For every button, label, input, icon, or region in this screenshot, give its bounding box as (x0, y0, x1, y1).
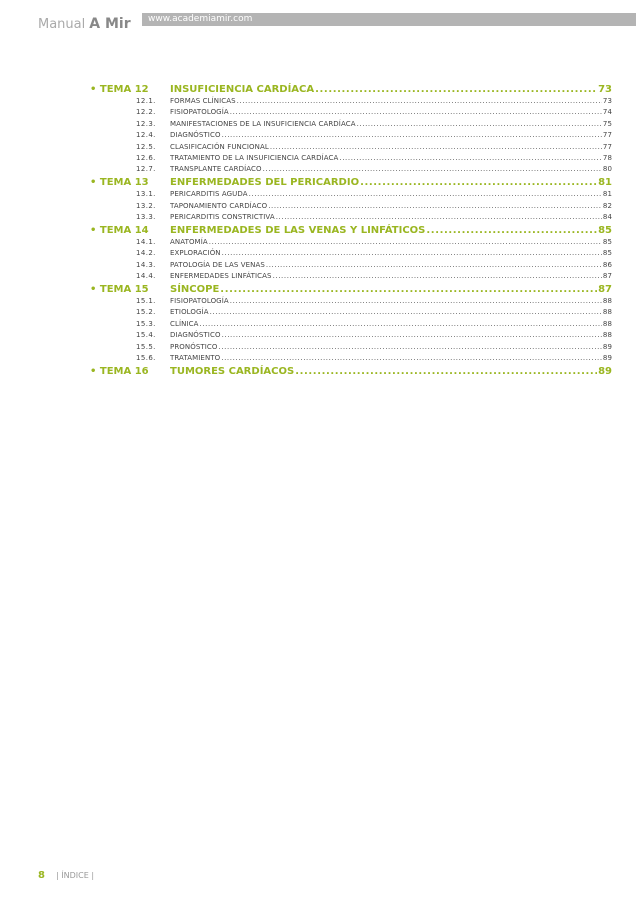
toc-item-page: 87 (602, 272, 612, 281)
toc-item-page: 89 (602, 342, 612, 351)
toc-item-number: 15.5. (136, 342, 156, 351)
toc-tema-page: 73 (598, 84, 612, 95)
url-bar (142, 13, 636, 26)
toc-item-row (90, 96, 612, 107)
toc-item-title: EXPLORACIÓN (170, 249, 221, 258)
toc-item-title: ETIOLOGÍA (170, 308, 209, 317)
toc-item-entry[interactable] (170, 96, 612, 107)
toc-leader-dots (200, 319, 602, 330)
toc-item-number: 15.4. (136, 331, 156, 340)
toc-item-title: ANATOMÍA (170, 237, 208, 246)
toc-item-page: 85 (602, 249, 612, 258)
toc-item-page: 88 (602, 308, 612, 317)
toc-item-number: 12.6. (136, 153, 156, 162)
toc-item-entry[interactable] (170, 237, 612, 248)
toc-item-row (90, 342, 612, 353)
toc-item-row (90, 248, 612, 259)
toc-item-page: 88 (602, 319, 612, 328)
toc-item-number: 12.5. (136, 142, 156, 151)
toc-item-page: 78 (602, 153, 612, 162)
toc-item-row (90, 164, 612, 175)
toc-item-row (90, 260, 612, 271)
toc-item-number: 12.2. (136, 108, 156, 117)
page-number: 8 (38, 870, 45, 881)
toc-leader-dots (263, 164, 602, 175)
toc-item-row (90, 201, 612, 212)
toc-item-row (90, 237, 612, 248)
toc-item-row (90, 212, 612, 223)
toc-item-row (90, 353, 612, 364)
toc-item-title: ENFERMEDADES LINFÁTICAS (170, 272, 272, 281)
toc-item-entry[interactable] (170, 271, 612, 282)
toc-tema-title: ENFERMEDADES DE LAS VENAS Y LINFÁTICOS (170, 224, 426, 236)
toc-item-row (90, 189, 612, 200)
toc-leader-dots (230, 296, 602, 307)
toc-tema-entry[interactable] (170, 83, 612, 96)
toc-item-entry[interactable] (170, 260, 612, 271)
toc-item-row (90, 330, 612, 341)
toc-item-entry[interactable] (170, 212, 612, 223)
toc-leader-dots (360, 176, 597, 189)
toc-item-page: 77 (602, 142, 612, 151)
toc-item-entry[interactable] (170, 130, 612, 141)
page-footer (38, 863, 94, 882)
toc-leader-dots (295, 365, 597, 378)
toc-leader-dots (270, 142, 602, 153)
toc-leader-dots (273, 271, 602, 282)
toc-tema-entry[interactable] (170, 365, 612, 378)
toc-item-row (90, 319, 612, 330)
toc-leader-dots (219, 342, 602, 353)
toc-item-title: TRANSPLANTE CARDÍACO (170, 165, 262, 174)
toc-item-entry[interactable] (170, 107, 612, 118)
brand-logo (38, 13, 131, 32)
toc-tema-page: 87 (598, 283, 612, 295)
toc-item-title: PERICARDITIS AGUDA (170, 190, 248, 199)
table-of-contents (90, 83, 612, 378)
toc-item-page: 88 (602, 296, 612, 305)
toc-tema-entry[interactable] (170, 176, 612, 189)
toc-tema-page: 89 (598, 365, 612, 377)
toc-item-number: 12.1. (136, 97, 156, 105)
toc-item-entry[interactable] (170, 296, 612, 307)
toc-tema-label: • TEMA 13 (90, 177, 149, 189)
toc-leader-dots (230, 107, 602, 118)
toc-item-page: 80 (602, 165, 612, 174)
toc-item-number: 13.2. (136, 201, 156, 210)
toc-item-entry[interactable] (170, 201, 612, 212)
toc-item-page: 74 (602, 108, 612, 117)
section-label: | ÍNDICE | (56, 871, 95, 880)
toc-item-number: 12.3. (136, 119, 156, 128)
toc-item-page: 77 (602, 131, 612, 140)
toc-item-title: FISIOPATOLOGÍA (170, 108, 229, 117)
toc-item-row (90, 153, 612, 164)
toc-item-title: PATOLOGÍA DE LAS VENAS (170, 260, 265, 269)
toc-item-number: 12.4. (136, 131, 156, 140)
toc-item-row (90, 307, 612, 318)
toc-leader-dots (220, 283, 597, 296)
toc-leader-dots (222, 330, 602, 341)
toc-tema-title: ENFERMEDADES DEL PERICARDIO (170, 177, 360, 189)
toc-item-title: PERICARDITIS CONSTRICTIVA (170, 213, 275, 222)
toc-tema-row (90, 83, 612, 96)
toc-leader-dots (266, 260, 602, 271)
toc-item-title: TRATAMIENTO DE LA INSUFICIENCIA CARDÍACA (170, 153, 339, 162)
toc-item-entry[interactable] (170, 119, 612, 130)
toc-item-title: MANIFESTACIONES DE LA INSUFICIENCIA CARDÍACA (170, 119, 356, 128)
toc-tema-entry[interactable] (170, 283, 612, 296)
toc-item-row (90, 107, 612, 118)
toc-leader-dots (209, 237, 602, 248)
toc-item-entry[interactable] (170, 248, 612, 259)
toc-tema-label: • TEMA 16 (90, 365, 149, 377)
toc-item-title: CLASIFICACIÓN FUNCIONAL (170, 142, 269, 151)
toc-tema-label: • TEMA 12 (90, 84, 149, 95)
toc-item-page: 82 (602, 201, 612, 210)
toc-item-number: 15.6. (136, 353, 156, 362)
toc-tema-page: 85 (598, 224, 612, 236)
toc-tema-entry[interactable] (170, 224, 612, 237)
brand-manual-text: Manual (38, 17, 86, 32)
toc-tema-page: 81 (598, 177, 612, 189)
toc-item-title: FORMAS CLÍNICAS (170, 97, 236, 105)
toc-tema-row (90, 224, 612, 237)
toc-leader-dots (426, 224, 597, 237)
toc-item-number: 12.7. (136, 165, 156, 174)
toc-item-page: 73 (602, 97, 612, 105)
toc-item-entry[interactable] (170, 153, 612, 164)
toc-leader-dots (237, 96, 602, 107)
toc-leader-dots (249, 189, 602, 200)
toc-item-number: 13.1. (136, 190, 156, 199)
toc-item-entry[interactable] (170, 142, 612, 153)
toc-tema-label: • TEMA 14 (90, 224, 149, 236)
toc-item-page: 75 (602, 119, 612, 128)
toc-leader-dots (315, 83, 597, 96)
toc-item-number: 14.2. (136, 249, 156, 258)
toc-item-entry[interactable] (170, 164, 612, 175)
toc-tema-row (90, 365, 612, 378)
toc-item-entry[interactable] (170, 330, 612, 341)
toc-item-entry[interactable] (170, 319, 612, 330)
website-url: www.academiamir.com (148, 14, 253, 24)
toc-item-number: 13.3. (136, 213, 156, 222)
toc-item-page: 84 (602, 213, 612, 222)
toc-item-entry[interactable] (170, 307, 612, 318)
toc-item-row (90, 130, 612, 141)
toc-item-number: 14.1. (136, 237, 156, 246)
toc-item-number: 15.1. (136, 296, 156, 305)
toc-item-page: 88 (602, 331, 612, 340)
toc-tema-title: SÍNCOPE (170, 283, 220, 295)
toc-item-row (90, 119, 612, 130)
toc-item-title: CLÍNICA (170, 319, 199, 328)
toc-item-row (90, 296, 612, 307)
toc-item-number: 15.3. (136, 319, 156, 328)
toc-tema-label: • TEMA 15 (90, 283, 149, 295)
toc-item-page: 81 (602, 190, 612, 199)
toc-item-title: DIAGNÓSTICO (170, 331, 221, 340)
toc-item-title: DIAGNÓSTICO (170, 131, 221, 140)
toc-item-number: 14.4. (136, 272, 156, 281)
toc-tema-row (90, 176, 612, 189)
toc-item-title: TAPONAMIENTO CARDÍACO (170, 201, 268, 210)
toc-item-entry[interactable] (170, 353, 612, 364)
toc-item-title: TRATAMIENTO (170, 353, 221, 362)
toc-item-number: 15.2. (136, 308, 156, 317)
toc-tema-title: INSUFICIENCIA CARDÍACA (170, 84, 315, 95)
toc-leader-dots (339, 153, 602, 164)
toc-leader-dots (276, 212, 602, 223)
toc-item-page: 85 (602, 237, 612, 246)
toc-item-number: 14.3. (136, 260, 156, 269)
toc-leader-dots (222, 130, 602, 141)
toc-leader-dots (221, 353, 602, 364)
toc-item-entry[interactable] (170, 189, 612, 200)
toc-item-entry[interactable] (170, 342, 612, 353)
toc-item-row (90, 142, 612, 153)
toc-leader-dots (210, 307, 602, 318)
toc-item-row (90, 271, 612, 282)
toc-leader-dots (268, 201, 602, 212)
page-header (38, 10, 638, 30)
toc-item-page: 86 (602, 260, 612, 269)
brand-amir-text: A Mir (89, 16, 131, 32)
toc-tema-row (90, 283, 612, 296)
toc-leader-dots (357, 119, 602, 130)
toc-item-page: 89 (602, 353, 612, 362)
toc-tema-title: TUMORES CARDÍACOS (170, 365, 295, 377)
toc-item-title: PRONÓSTICO (170, 342, 218, 351)
toc-item-title: FISIOPATOLOGÍA (170, 296, 229, 305)
toc-leader-dots (222, 248, 602, 259)
